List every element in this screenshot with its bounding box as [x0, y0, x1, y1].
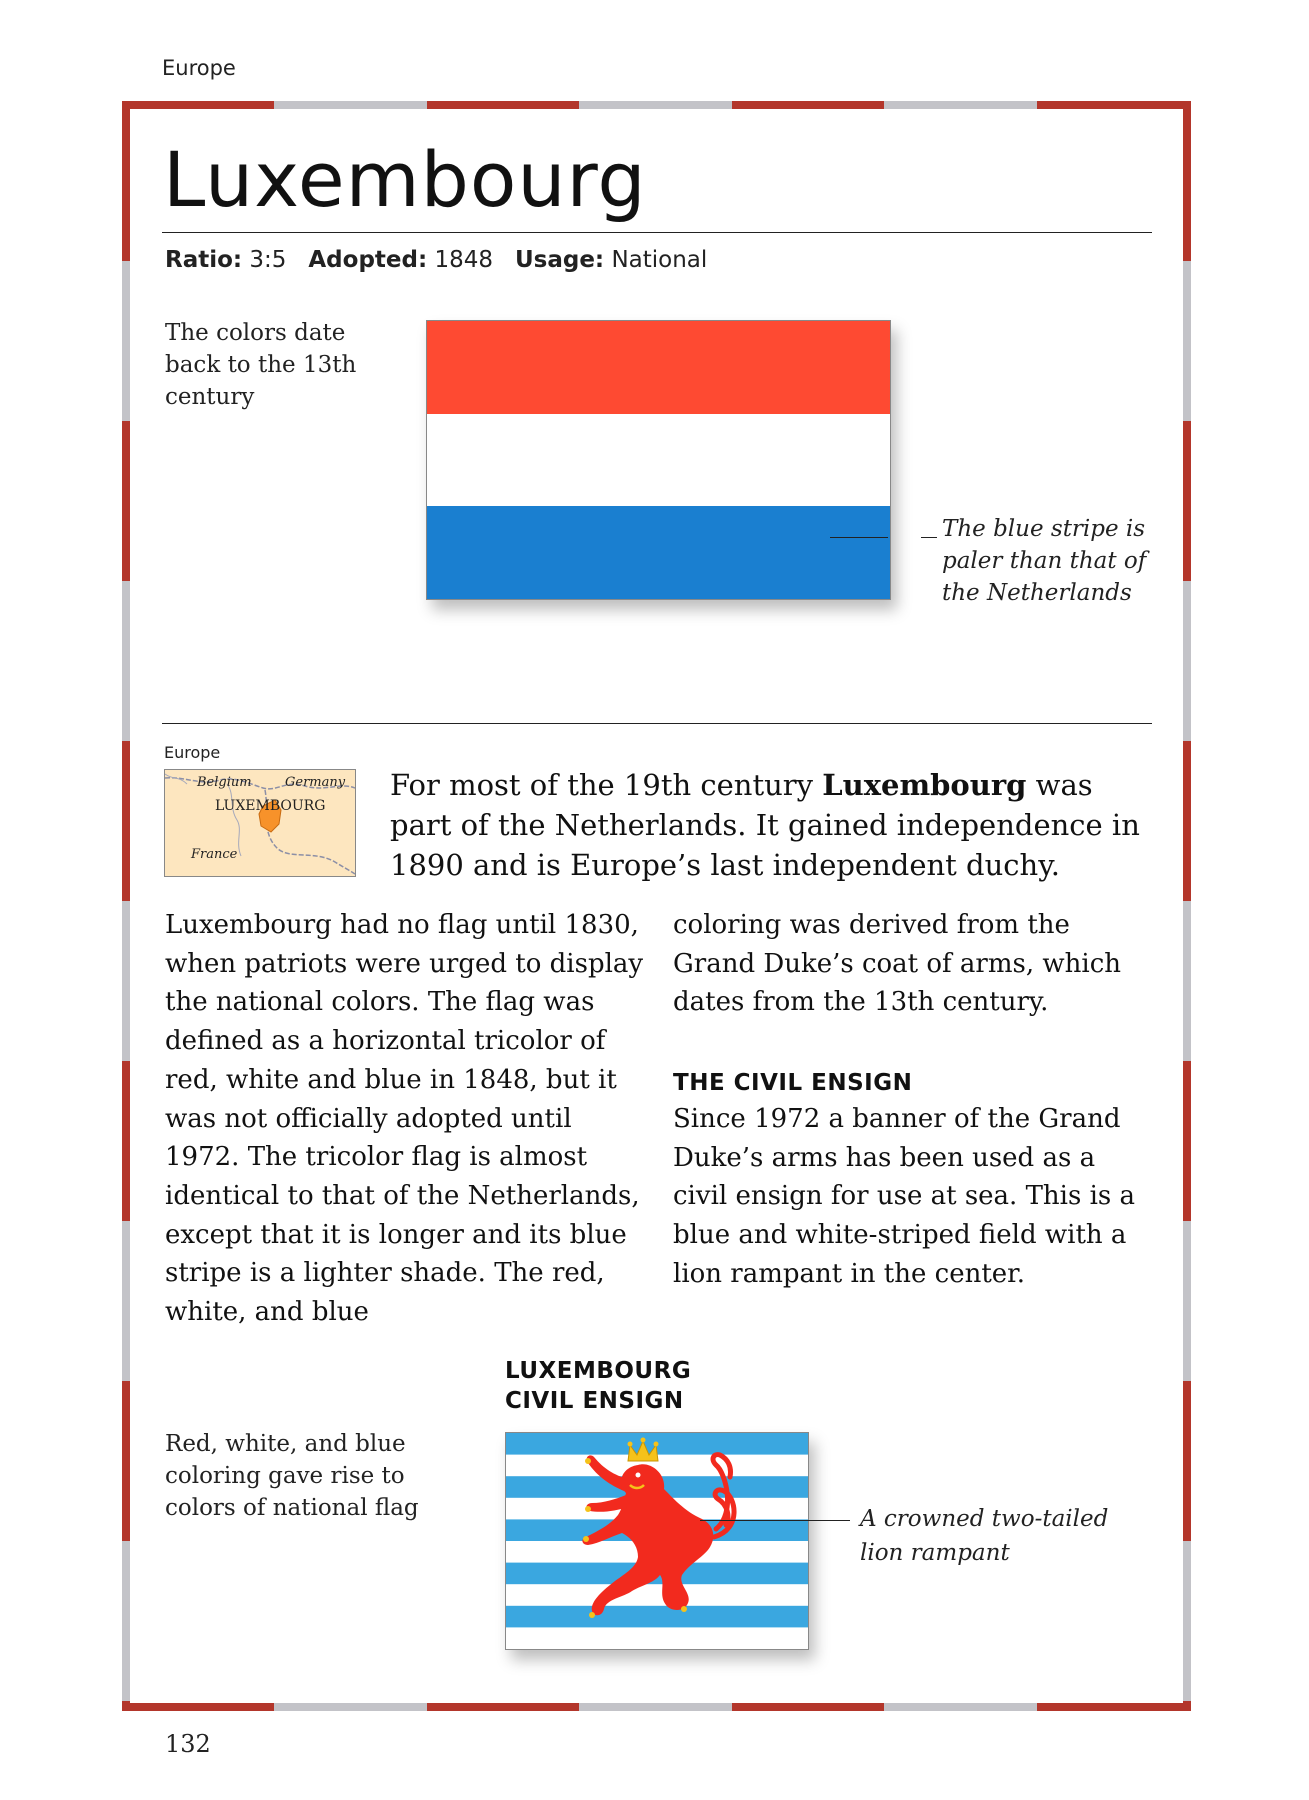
section-header: Europe — [162, 56, 236, 80]
map-label-germany: Germany — [285, 775, 346, 790]
body-column-1: Luxembourg had no flag until 1830, when patriots were urged to display the national colors. The flag was defined as a horizontal tricolor of red, white and blue in 1848, but it was not officially adopted until 1972. The tricolor flag is almost identical to that of the Netherlands, except that it is longer and its blue stripe is a lighter shade. The red, white, and blue — [165, 910, 644, 1328]
intro-text-start: For most of the 19th century — [390, 768, 823, 802]
map-graphic — [165, 770, 355, 876]
ensign-graphic — [506, 1433, 808, 1649]
ensign-caption — [505, 1356, 691, 1416]
adopted-value: 1848 — [434, 247, 494, 273]
title-rule — [162, 232, 1152, 233]
note-coloring-origin: Red, white, and blue coloring gave rise to colors of national flag — [165, 1431, 419, 1521]
note-blue-stripe: The blue stripe is paler than that of the Netherlands — [942, 516, 1147, 606]
ratio-label: Ratio: — [165, 247, 243, 273]
ensign-title-line-2: CIVIL ENSIGN — [505, 1388, 684, 1414]
adopted-label: Adopted: — [308, 247, 428, 273]
frame-bottom-border — [122, 1703, 1191, 1711]
map-label: Europe — [164, 743, 221, 762]
flag-meta — [165, 247, 707, 273]
civil-ensign-flag — [505, 1432, 809, 1650]
flag-stripe-white — [427, 414, 890, 507]
flag-stripe-blue — [427, 506, 890, 599]
civil-ensign-heading: THE CIVIL ENSIGN — [673, 1070, 913, 1096]
map-label-luxembourg: LUXEMBOURG — [215, 798, 326, 814]
note-colors-date: The colors date back to the 13th century — [165, 320, 357, 410]
flag-stripe-red — [427, 321, 890, 414]
usage-label: Usage: — [514, 247, 605, 273]
locator-map — [164, 769, 356, 877]
usage-value: National — [611, 247, 708, 273]
page-number: 132 — [165, 1730, 211, 1758]
intro-country-name: Luxembourg — [822, 768, 1027, 802]
frame-top-border — [122, 101, 1191, 109]
intro-paragraph — [390, 765, 1150, 885]
map-label-belgium: Belgium — [197, 775, 252, 790]
ensign-title-line-1: LUXEMBOURG — [505, 1358, 692, 1384]
civil-ensign-text: Since 1972 a banner of the Grand Duke’s arms has been used as a civil ensign for use at sea. This is a blue and white-striped field with a lion rampant in the center. — [673, 1104, 1136, 1289]
intro-text-end: was part of the Netherlands. It gained independence in 1890 and is Europe’s last independent duchy. — [390, 768, 1140, 882]
frame-right-border — [1183, 101, 1191, 1711]
frame-left-border — [122, 101, 130, 1711]
annotation-leader — [830, 537, 888, 538]
map-label-france: France — [191, 847, 238, 862]
section-rule — [162, 723, 1152, 724]
lion-annotation-leader — [700, 1520, 850, 1521]
body-column-2: coloring was derived from the Grand Duke’s coat of arms, which dates from the 13th century. — [673, 910, 1122, 1018]
national-flag — [426, 320, 891, 600]
ratio-value: 3:5 — [249, 247, 287, 273]
page-title: Luxembourg — [163, 135, 647, 224]
note-lion: A crowned two-tailed lion rampant — [860, 1506, 1109, 1566]
annotation-tick — [921, 537, 937, 538]
